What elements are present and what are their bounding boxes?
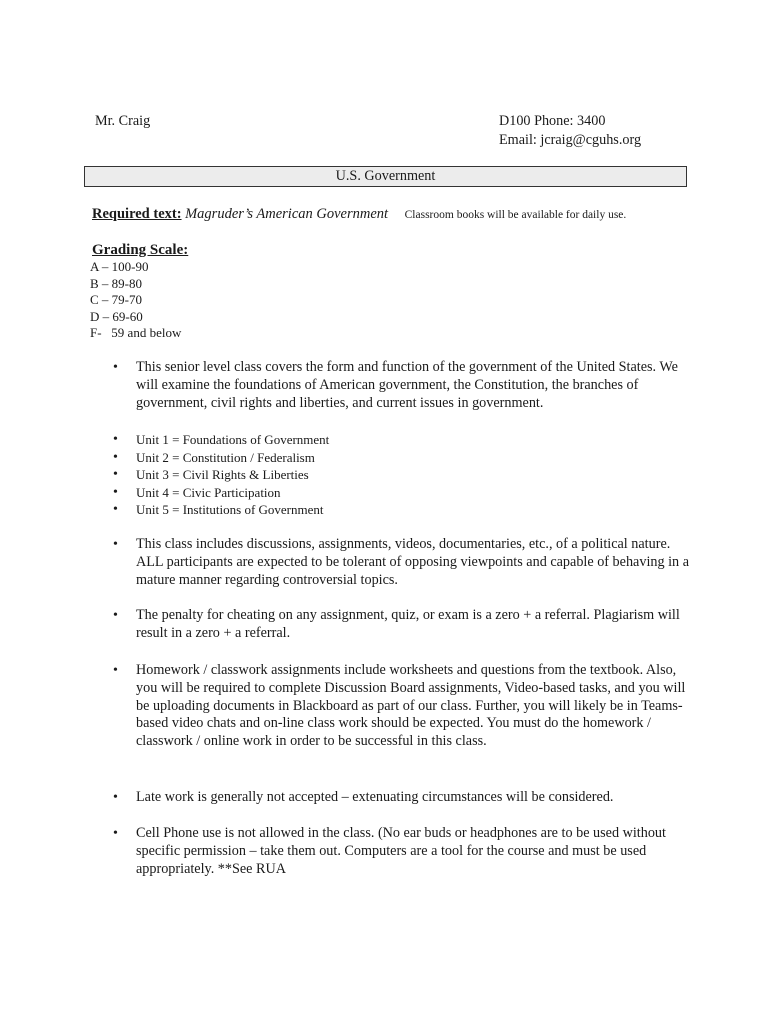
unit-item: • Unit 3 = Civil Rights & Liberties — [110, 466, 690, 484]
required-text-line — [92, 204, 626, 225]
course-title: U.S. Government — [335, 168, 436, 184]
units-list — [110, 431, 690, 519]
cell-phone-block — [110, 825, 690, 878]
teacher-name-text: Mr. Craig — [95, 113, 151, 129]
phone-text: D100 Phone: 3400 — [499, 113, 606, 129]
homework-policy: • Homework / classwork assignments include worksheets and questions from the textbook. Also, you will be required to complete Discussion Board assignments, Video-based tasks, and you will be uploading documents in Blackboard as part of our class. Further, you will likely be in Teams-based video chats and on-line class work should be expected. You must do the homework / classwork / online work in order to be successful in this class. — [110, 662, 690, 751]
unit-item: • Unit 5 = Institutions of Government — [110, 501, 690, 519]
grading-scale-title: Grading Scale: — [92, 242, 189, 258]
discussion-block — [110, 536, 690, 589]
email-text: Email: jcraig@cguhs.org — [499, 132, 642, 148]
late-work-policy: • Late work is generally not accepted – extenuating circumstances will be considered. — [110, 789, 690, 807]
unit-item: • Unit 1 = Foundations of Government — [110, 431, 690, 449]
course-title-box — [84, 166, 687, 187]
grade-item: D – 69-60 — [90, 308, 143, 324]
unit-item: • Unit 4 = Civic Participation — [110, 484, 690, 502]
grading-scale-list — [90, 259, 181, 342]
homework-block — [110, 662, 690, 751]
cheating-block — [110, 607, 690, 643]
grade-item: A – 100-90 — [90, 259, 149, 274]
cheating-policy: • The penalty for cheating on any assignment, quiz, or exam is a zero + a referral. Plagiarism will result in a zero + a referral. — [110, 607, 690, 643]
cell-phone-policy: • Cell Phone use is not allowed in the class. (No ear buds or headphones are to be used without specific permission – take them out. Computers are a tool for the course and must be used appropriately. **See RUA — [110, 825, 690, 878]
required-text-book: Magruder’s American Government — [185, 206, 389, 222]
grade-item: F- 59 and below — [90, 325, 182, 340]
discussion-policy: • This class includes discussions, assignments, videos, documentaries, etc., of a political nature. ALL participants are expected to be tolerant of opposing viewpoints and capable of behaving in a mature manner regarding controversial topics. — [110, 536, 690, 589]
teacher-name — [95, 112, 150, 131]
grade-item: B – 89-80 — [90, 275, 142, 291]
required-text-label: Required text: — [92, 206, 182, 222]
required-text-note: Classroom books will be available for daily use. — [404, 209, 627, 221]
contact-info — [499, 112, 641, 150]
late-work-block — [110, 789, 690, 807]
intro-paragraph: • This senior level class covers the form and function of the government of the United States. We will examine the foundations of American government, the Constitution, the branches of government, civil rights and liberties, and current issues in government. — [110, 359, 690, 412]
grade-item: C – 79-70 — [90, 292, 142, 307]
intro-block — [110, 359, 690, 412]
unit-item: • Unit 2 = Constitution / Federalism — [110, 449, 690, 467]
